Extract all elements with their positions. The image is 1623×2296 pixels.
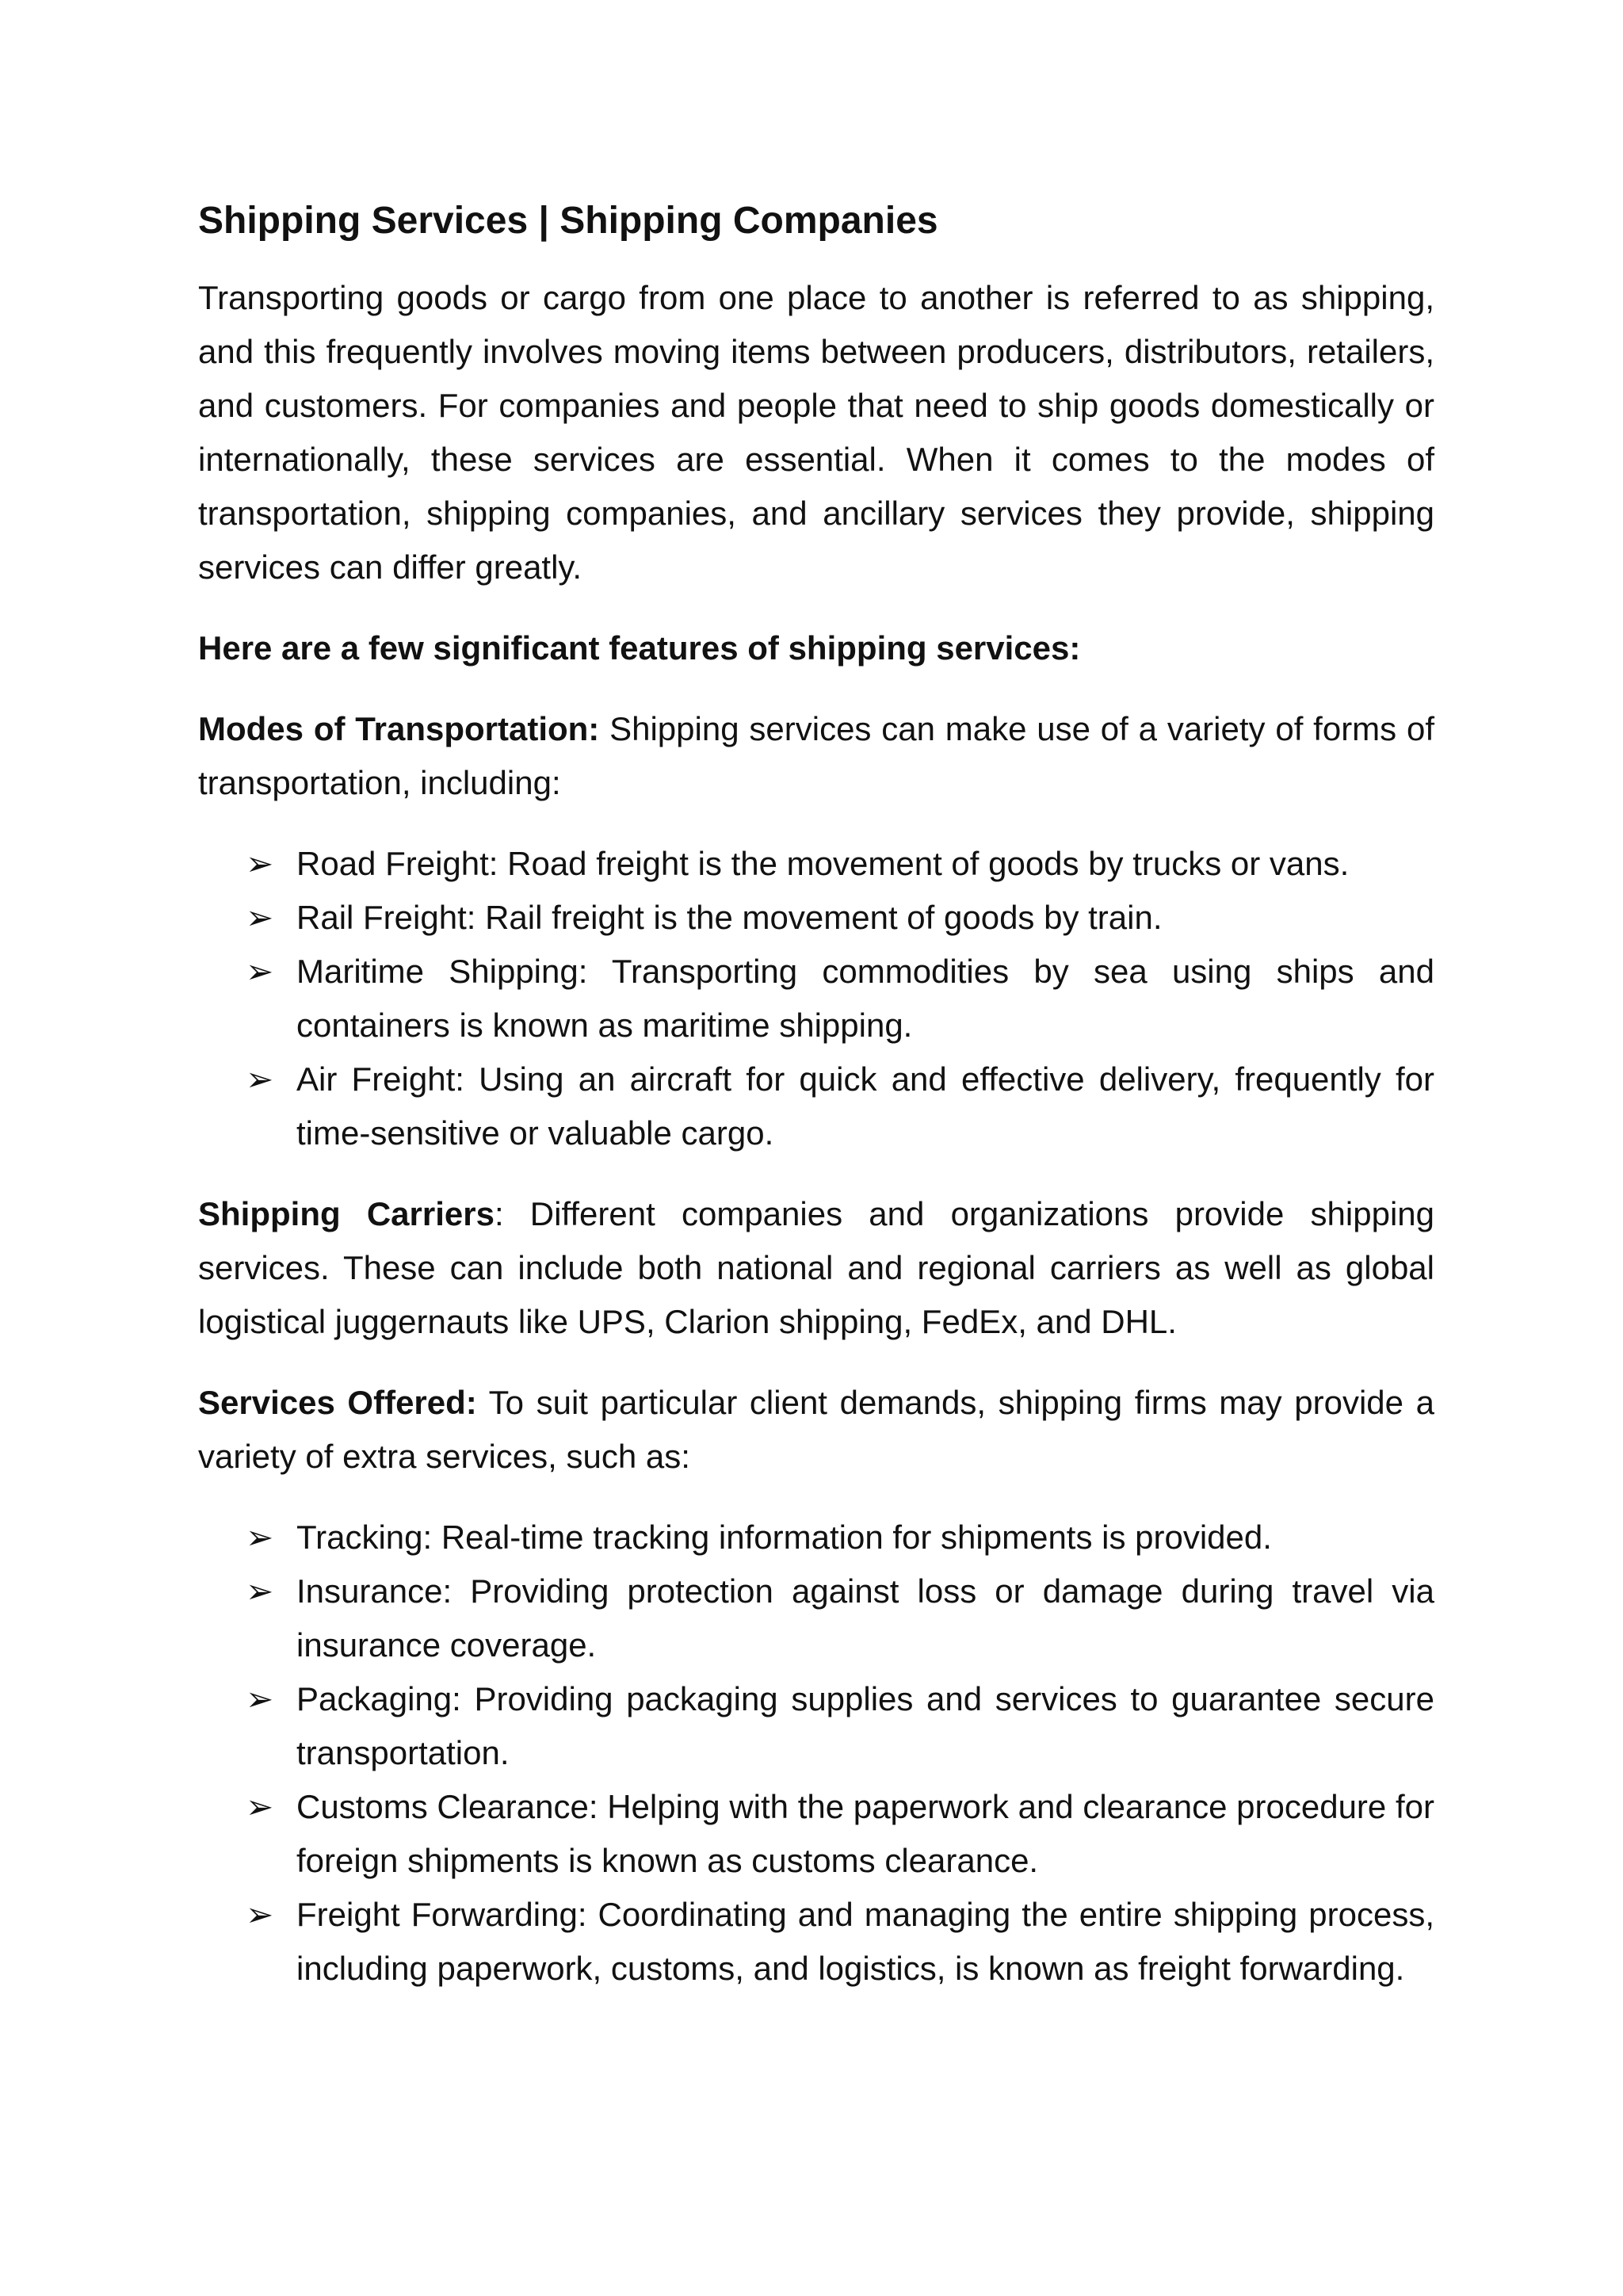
carriers-text: : Different companies and organizations provide shipping services. These can include both national and regional carriers as well as global logistical juggernauts like UPS, Clarion shipping, FedEx, and DHL. [198, 1194, 1434, 1340]
list-item [198, 1564, 1434, 1672]
list-item-text: Road Freight: Road freight is the movement of goods by trucks or vans. [296, 844, 1350, 882]
features-heading: Here are a few significant features of shipping services: [198, 628, 1081, 667]
arrowhead-bullet-icon: ➢ [246, 1518, 274, 1556]
list-item-text: Customs Clearance: Helping with the paperwork and clearance procedure for foreign shipments is known as customs clearance. [296, 1787, 1434, 1879]
list-item [198, 1511, 1434, 1564]
list-item [198, 837, 1434, 891]
list-item-text: Rail Freight: Rail freight is the movement of goods by train. [296, 898, 1163, 936]
list-item [198, 1780, 1434, 1888]
list-item-text: Maritime Shipping: Transporting commodities by sea using ships and containers is known as maritime shipping. [296, 952, 1434, 1044]
list-item [198, 891, 1434, 945]
list-item [198, 1888, 1434, 1996]
services-paragraph [198, 1376, 1434, 1484]
list-item [198, 1672, 1434, 1780]
list-item [198, 1052, 1434, 1160]
arrowhead-bullet-icon: ➢ [246, 1060, 274, 1098]
arrowhead-bullet-icon: ➢ [246, 898, 274, 936]
modes-text: Shipping services can make use of a variety of forms of transportation, including: [198, 709, 1435, 801]
list-item-text: Air Freight: Using an aircraft for quick and effective delivery, frequently for time-sensitive or valuable cargo. [296, 1060, 1434, 1152]
arrowhead-bullet-icon: ➢ [246, 1679, 274, 1717]
list-item [198, 945, 1434, 1052]
list-item-text: Freight Forwarding: Coordinating and managing the entire shipping process, including paperwork, customs, and logistics, is known as freight forwarding. [296, 1895, 1434, 1987]
intro-paragraph: Transporting goods or cargo from one place to another is referred to as shipping, and this frequently involves moving items between producers, distributors, retailers, and customers. For companies and people that need to ship goods domestically or internationally, these services are essential. When it comes to the modes of transportation, shipping companies, and ancillary services they provide, shipping services can differ greatly. [198, 278, 1434, 586]
services-label: Services Offered: [198, 1383, 477, 1421]
modes-label: Modes of Transportation: [198, 709, 600, 747]
list-item-text: Packaging: Providing packaging supplies and services to guarantee secure transportation. [296, 1679, 1434, 1771]
services-list [198, 1511, 1434, 1996]
arrowhead-bullet-icon: ➢ [246, 1572, 274, 1610]
document-page [198, 198, 1434, 2023]
arrowhead-bullet-icon: ➢ [246, 952, 274, 990]
list-item-text: Tracking: Real-time tracking information for shipments is provided. [296, 1518, 1272, 1556]
arrowhead-bullet-icon: ➢ [246, 1895, 274, 1933]
arrowhead-bullet-icon: ➢ [246, 844, 274, 882]
arrowhead-bullet-icon: ➢ [246, 1787, 274, 1825]
carriers-paragraph [198, 1187, 1434, 1349]
page-title: Shipping Services | Shipping Companies [198, 200, 938, 242]
modes-list [198, 837, 1434, 1160]
list-item-text: Insurance: Providing protection against loss or damage during travel via insurance coverage. [296, 1572, 1434, 1664]
services-text: To suit particular client demands, shipping firms may provide a variety of extra services, such as: [198, 1383, 1434, 1475]
carriers-label: Shipping Carriers [198, 1194, 495, 1232]
modes-paragraph [198, 702, 1434, 810]
